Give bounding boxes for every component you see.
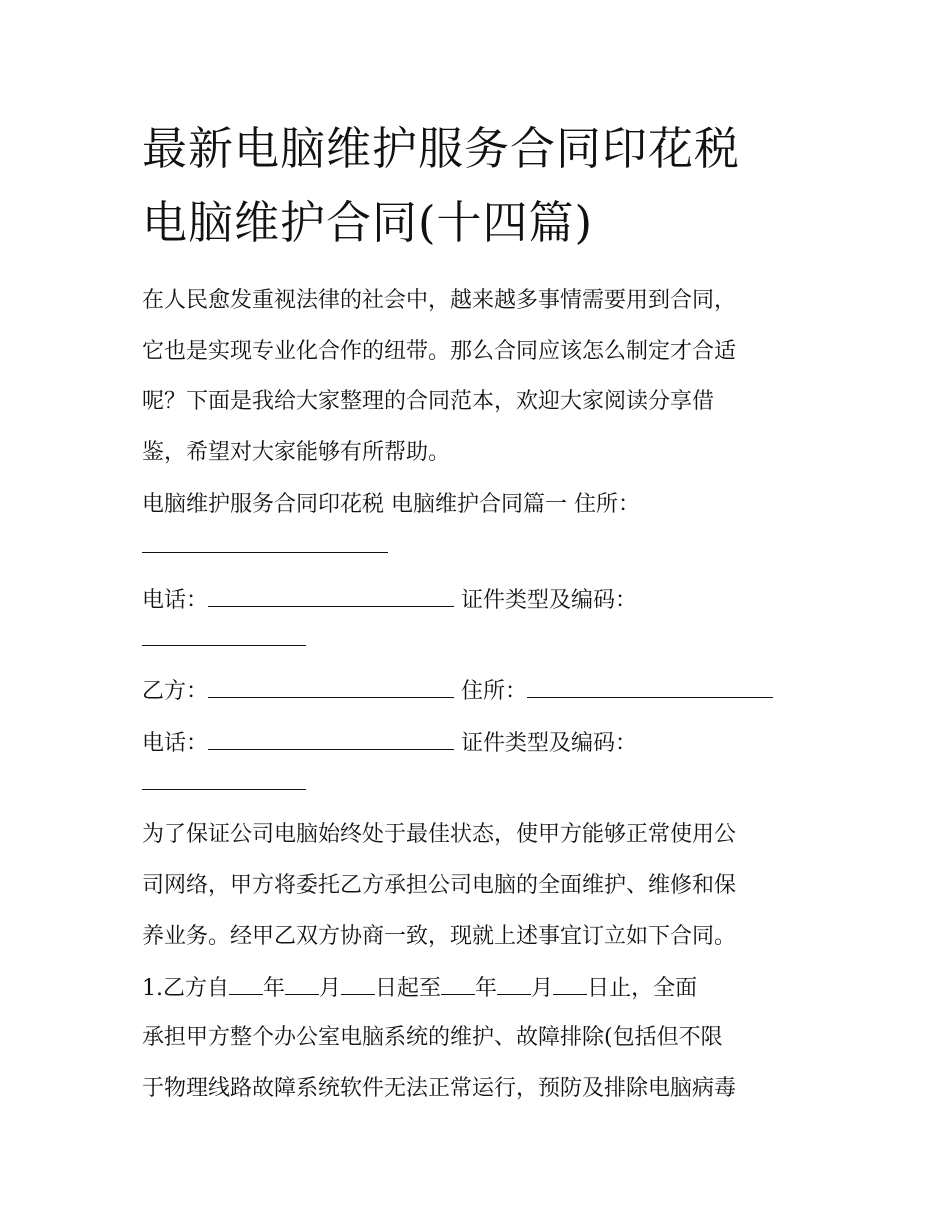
clause-1-line [142, 972, 697, 1004]
intro-line: 呢？下面是我给大家整理的合同范本，欢迎大家阅读分享借 [142, 389, 715, 414]
blank-field [142, 530, 388, 553]
address-blank-line [142, 530, 388, 562]
title-line-1: 最新电脑维护服务合同印花税 [142, 122, 741, 175]
party-b-row [142, 675, 773, 707]
day-to-label: 日止，全面 [587, 976, 698, 1001]
month-label: 月 [319, 976, 342, 1001]
blank-field [208, 675, 454, 698]
party-b-label: 乙方： [142, 679, 209, 704]
section-heading: 电脑维护服务合同印花税 电脑维护合同篇一 住所： [142, 492, 640, 517]
address-label: 住所： [461, 679, 528, 704]
blank-field [142, 623, 306, 646]
title-line-2: 电脑维护合同(十四篇) [142, 196, 594, 249]
phone-label: 电话： [142, 731, 209, 756]
blank-field [142, 767, 306, 790]
party-a-phone-row [142, 584, 637, 616]
id-blank-line [142, 767, 306, 799]
id-blank-line [142, 623, 306, 655]
blank-field [497, 972, 531, 995]
blank-field [208, 584, 454, 607]
clause-line: 于物理线路故障系统软件无法正常运行，预防及排除电脑病毒 [142, 1076, 737, 1101]
id-type-label: 证件类型及编码： [461, 731, 638, 756]
clause-line: 承担甲方整个办公室电脑系统的维护、故障排除(包括但不限 [142, 1025, 723, 1050]
blank-field [441, 972, 475, 995]
clause-prefix: 1.乙方自 [142, 976, 229, 1001]
blank-field [229, 972, 263, 995]
blank-field [527, 675, 773, 698]
body-line: 为了保证公司电脑始终处于最佳状态，使甲方能够正常使用公 [142, 822, 737, 847]
phone-label: 电话： [142, 588, 209, 613]
blank-field [553, 972, 587, 995]
body-line: 司网络，甲方将委托乙方承担公司电脑的全面维护、维修和保 [142, 873, 737, 898]
id-type-label: 证件类型及编码： [461, 588, 638, 613]
party-b-phone-row [142, 727, 637, 759]
body-line: 养业务。经甲乙双方协商一致，现就上述事宜订立如下合同。 [142, 924, 737, 949]
day-from-label: 日起至 [375, 976, 442, 1001]
intro-line: 它也是实现专业化合作的纽带。那么合同应该怎么制定才合适 [142, 339, 737, 364]
intro-line: 在人民愈发重视法律的社会中，越来越多事情需要用到合同， [142, 288, 737, 313]
document-title [142, 112, 842, 260]
month-label: 月 [531, 976, 554, 1001]
blank-field [285, 972, 319, 995]
blank-field [208, 727, 454, 750]
year-label: 年 [263, 976, 286, 1001]
blank-field [341, 972, 375, 995]
year-label: 年 [475, 976, 498, 1001]
intro-line: 鉴，希望对大家能够有所帮助。 [142, 440, 451, 465]
